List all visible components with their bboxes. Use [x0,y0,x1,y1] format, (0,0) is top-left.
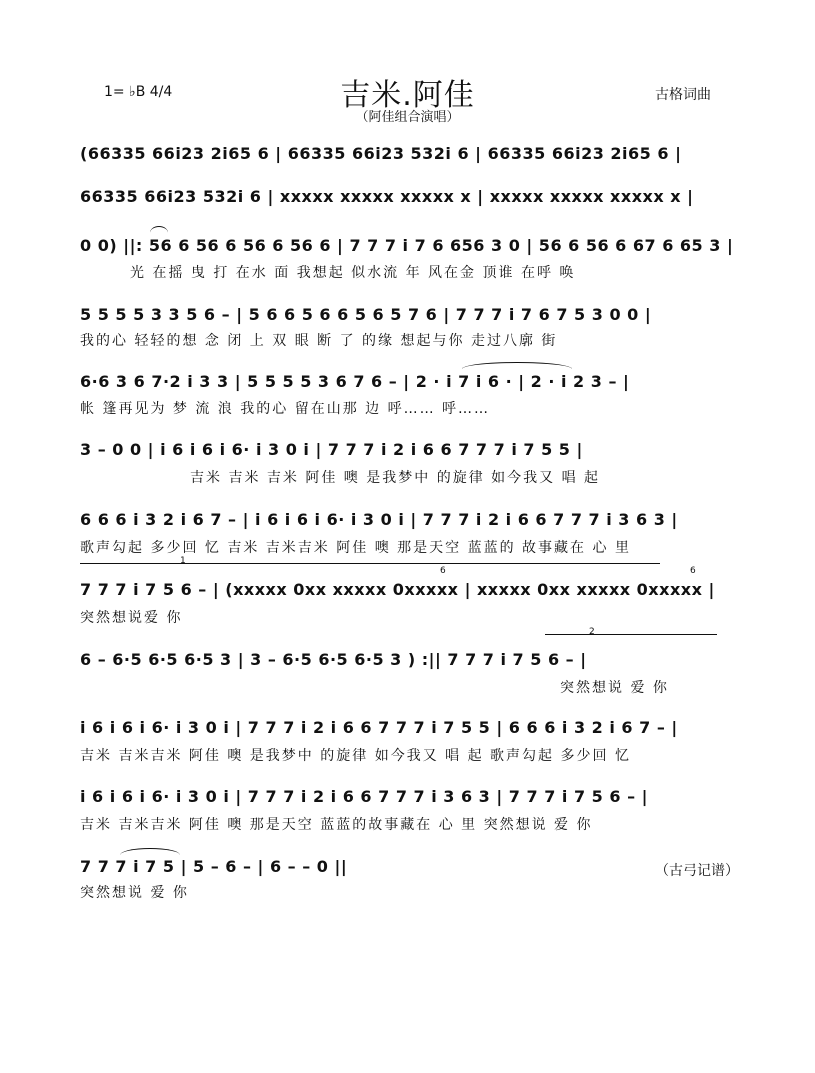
notation-line-10: i 6 i 6 i 6· i 3 0 i | 7 7 7 i 2 i 6 6 7 7 7 i 7 5 5 | 6 6 6 i 3 2 i 6 7 – | [80,718,678,737]
notation-line-12: 7 7 7 i 7 5 | 5 – 6 – | 6 – – 0 || [80,857,348,876]
transcriber-credit: （古弓记谱） [655,863,739,879]
lyric-line-4: 我的心 轻轻的想 念 闭 上 双 眼 断 了 的缘 想起与你 走过八廓 街 [80,333,558,349]
first-ending-number: 1 [180,556,186,566]
first-ending-bracket [80,556,660,566]
notation-line-6: 3 – 0 0 | i 6 i 6 i 6· i 3 0 i | 7 7 7 i 2 i 6 6 7 7 7 i 7 5 5 | [80,440,583,459]
slur-mark [462,362,572,369]
lyric-line-3: 光 在摇 曳 打 在水 面 我想起 似水流 年 风在金 顶谁 在呼 唤 [130,265,576,281]
notation-line-9: 6 – 6·5 6·5 6·5 3 | 3 – 6·5 6·5 6·5 3 ) :|| 7 7 7 i 7 5 6 – | [80,650,587,669]
lyric-line-10: 吉米 吉米吉米 阿佳 噢 是我梦中 的旋律 如今我又 唱 起 歌声勾起 多少回 忆 [80,748,631,764]
second-ending-bracket [545,627,717,637]
notation-line-2: 66335 66i23 532i 6 | xxxxx xxxxx xxxxx x | xxxxx xxxxx xxxxx x | [80,187,694,206]
notation-line-1: (66335 66i23 2i65 6 | 66335 66i23 532i 6 | 66335 66i23 2i65 6 | [80,144,682,163]
lyric-line-11: 吉米 吉米吉米 阿佳 噢 那是天空 蓝蓝的故事藏在 心 里 突然想说 爱 你 [80,817,593,833]
song-title: 吉米.阿佳 [340,78,475,113]
author-credit: 古格词曲 [655,87,711,103]
notation-line-11: i 6 i 6 i 6· i 3 0 i | 7 7 7 i 2 i 6 6 7 7 7 i 3 6 3 | 7 7 7 i 7 5 6 – | [80,787,648,806]
sextuplet-marker: 6 [440,566,446,576]
notation-line-8: 7 7 7 i 7 5 6 – | (xxxxx 0xx xxxxx 0xxxxx | xxxxx 0xx xxxxx 0xxxxx | [80,580,715,599]
notation-line-5: 6·6 3 6 7·2 i 3 3 | 5 5 5 5 3 6 7 6 – | 2 · i 7 i 6 · | 2 · i 2 3 – | [80,372,630,391]
notation-line-4: 5 5 5 5 3 3 5 6 – | 5 6 6 5 6 6 5 6 5 7 6 | 7 7 7 i 7 6 7 5 3 0 0 | [80,305,652,324]
slur-mark [120,848,180,855]
key-signature: 1= ♭B 4/4 [104,84,173,100]
slur-mark [150,226,168,233]
second-ending-number: 2 [589,627,595,637]
lyric-line-6: 吉米 吉米 吉米 阿佳 噢 是我梦中 的旋律 如今我又 唱 起 [190,470,601,486]
notation-line-7: 6 6 6 i 3 2 i 6 7 – | i 6 i 6 i 6· i 3 0 i | 7 7 7 i 2 i 6 6 7 7 7 i 3 6 3 | [80,510,678,529]
performer-subtitle: （阿佳组合演唱） [355,110,460,125]
lyric-line-7: 歌声勾起 多少回 忆 吉米 吉米吉米 阿佳 噢 那是天空 蓝蓝的 故事藏在 心 里 [80,540,631,556]
lyric-line-12: 突然想说 爱 你 [80,885,189,901]
notation-line-3: 0 0) ||: 56 6 56 6 56 6 56 6 | 7 7 7 i 7 6 656 3 0 | 56 6 56 6 67 6 65 3 | [80,236,734,255]
sextuplet-marker: 6 [690,566,696,576]
lyric-line-9: 突然想说 爱 你 [560,680,669,696]
lyric-line-8: 突然想说爱 你 [80,610,183,626]
lyric-line-5: 帐 篷再见为 梦 流 浪 我的心 留在山那 边 呼…… 呼…… [80,401,491,417]
